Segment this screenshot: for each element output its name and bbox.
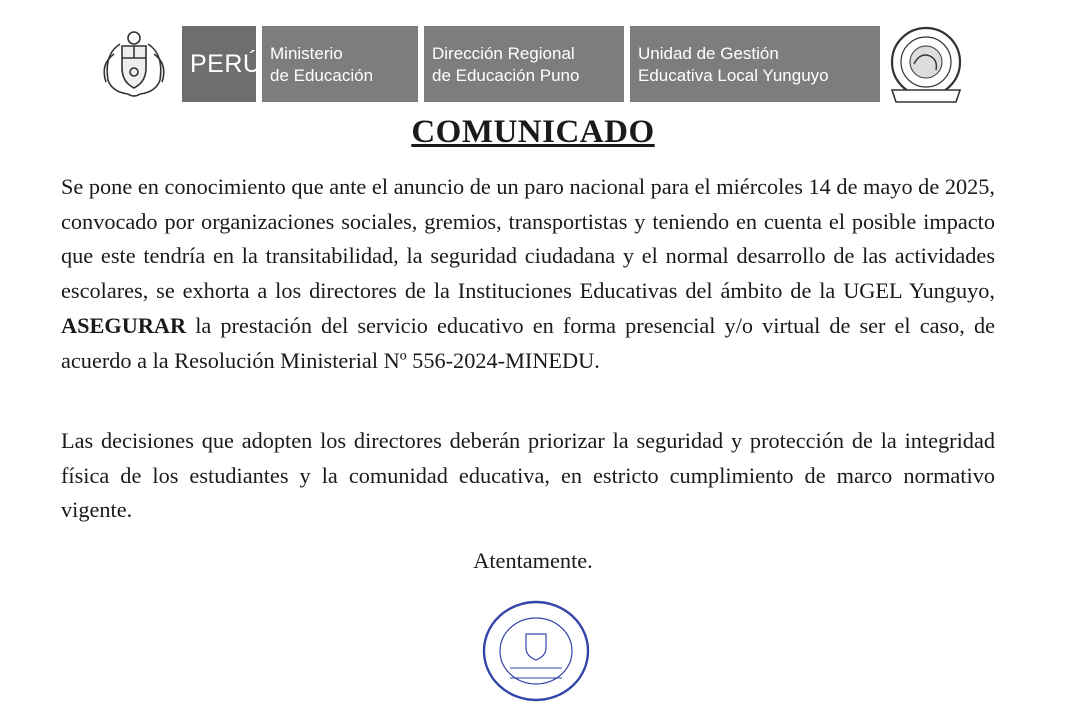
ugel-line2: Educativa Local Yunguyo <box>638 66 829 85</box>
ugel-seal-icon <box>884 24 968 106</box>
band-ugel <box>630 26 880 102</box>
direction-stamp-icon <box>480 598 592 704</box>
ugel-line1: Unidad de Gestión <box>638 44 779 63</box>
country-label: PERÚ <box>190 50 262 78</box>
regional-line2: de Educación Puno <box>432 66 580 85</box>
regional-line1: Dirección Regional <box>432 44 575 63</box>
paragraph-main-tail: la prestación del servicio educativo en forma presencial y/o virtual de ser el caso, de acuerdo a la Resolución Ministerial Nº 556-2024-MINEDU. <box>61 312 995 373</box>
ministry-line2: de Educación <box>270 66 374 85</box>
ministry-line1: Ministerio <box>270 44 343 63</box>
closing-text: Atentamente. <box>473 548 593 573</box>
band-regional <box>424 26 624 102</box>
paragraph-second: Las decisiones que adopten los directores deberán priorizar la seguridad y protección de la integridad física de los estudiantes y la comunidad educativa, en estricto cumplimiento de marco normativo vigente. <box>61 428 995 523</box>
band-peru <box>182 26 262 102</box>
paragraph-main <box>61 170 995 378</box>
paragraph-main-text: Se pone en conocimiento que ante el anuncio de un paro nacional para el miércoles 14 de mayo de 2025, convocado por organizaciones sociales, gremios, transportistas y teniendo en cuenta el posible impacto que este tendría en la transitabilidad, la seguridad ciudadana y el normal desarrollo de las actividades escolares, se exhorta a los directores de la Instituciones Educativas del ámbito de la UGEL Yunguyo, <box>61 174 995 304</box>
paragraph-main-emphasis: ASEGURAR <box>61 312 187 338</box>
peru-coat-of-arms-icon <box>94 24 174 102</box>
document-title: COMUNICADO <box>411 114 655 150</box>
band-ministry <box>262 26 418 102</box>
letterhead <box>94 24 978 106</box>
